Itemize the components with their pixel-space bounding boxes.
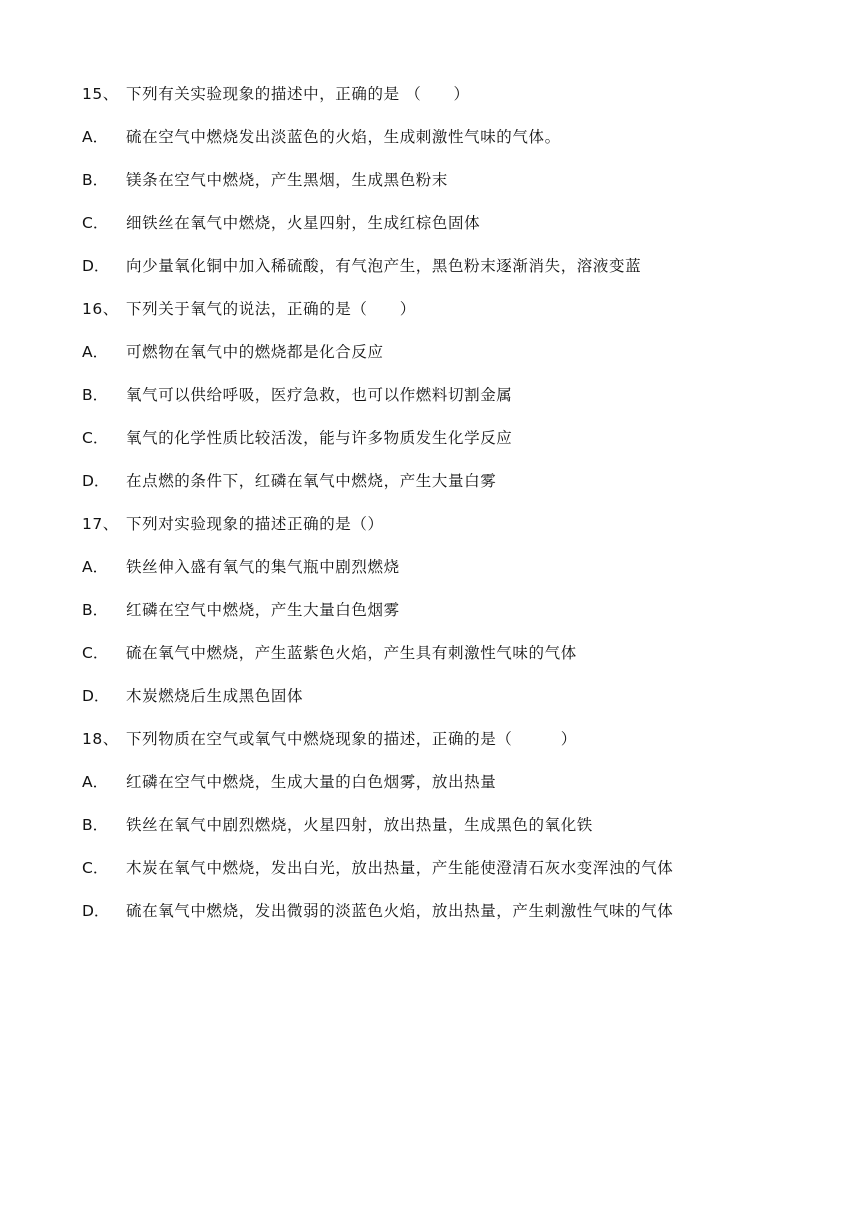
question-text: 下列物质在空气或氧气中燃烧现象的描述，正确的是（ ）: [126, 730, 577, 748]
option-16-b: [82, 381, 842, 424]
option-18-c: [82, 854, 842, 897]
option-label: A．: [82, 128, 109, 146]
option-label: B．: [82, 601, 109, 619]
option-18-d: [82, 897, 842, 940]
option-17-b: [82, 596, 842, 639]
option-16-a: [82, 338, 842, 381]
question-number: 17、: [82, 515, 119, 533]
option-text: 细铁丝在氧气中燃烧，火星四射，生成红棕色固体: [126, 214, 481, 232]
question-stem-16: [82, 295, 842, 338]
question-stem-15: [82, 80, 842, 123]
question-number: 16、: [82, 300, 119, 318]
option-text: 硫在氧气中燃烧，产生蓝紫色火焰，产生具有刺激性气味的气体: [126, 644, 577, 662]
option-label: D．: [82, 257, 110, 275]
option-text: 硫在氧气中燃烧，发出微弱的淡蓝色火焰，放出热量，产生刺激性气味的气体: [126, 902, 674, 920]
option-15-d: [82, 252, 842, 295]
option-text: 木炭燃烧后生成黑色固体: [126, 687, 304, 705]
option-text: 红磷在空气中燃烧，生成大量的白色烟雾，放出热量: [126, 773, 497, 791]
option-15-b: [82, 166, 842, 209]
question-stem-18: [82, 725, 842, 768]
option-label: B．: [82, 386, 109, 404]
option-16-d: [82, 467, 842, 510]
option-16-c: [82, 424, 842, 467]
option-text: 氧气的化学性质比较活泼，能与许多物质发生化学反应: [126, 429, 513, 447]
option-label: B．: [82, 816, 109, 834]
option-label: A．: [82, 773, 109, 791]
option-text: 向少量氧化铜中加入稀硫酸，有气泡产生，黑色粉末逐渐消失，溶液变蓝: [126, 257, 642, 275]
question-text: 下列对实验现象的描述正确的是（）: [126, 515, 384, 533]
question-text: 下列有关实验现象的描述中，正确的是 （ ）: [126, 85, 470, 103]
option-label: A．: [82, 558, 109, 576]
option-18-b: [82, 811, 842, 854]
option-label: D．: [82, 902, 110, 920]
question-list: [82, 80, 842, 940]
option-text: 镁条在空气中燃烧，产生黑烟，生成黑色粉末: [126, 171, 449, 189]
option-15-c: [82, 209, 842, 252]
option-text: 氧气可以供给呼吸，医疗急救，也可以作燃料切割金属: [126, 386, 513, 404]
option-label: D．: [82, 472, 110, 490]
option-17-d: [82, 682, 842, 725]
option-15-a: [82, 123, 842, 166]
question-text: 下列关于氧气的说法，正确的是（ ）: [126, 300, 416, 318]
option-label: C．: [82, 429, 109, 447]
option-text: 在点燃的条件下，红磷在氧气中燃烧，产生大量白雾: [126, 472, 497, 490]
question-number: 18、: [82, 730, 119, 748]
option-text: 可燃物在氧气中的燃烧都是化合反应: [126, 343, 384, 361]
option-text: 红磷在空气中燃烧，产生大量白色烟雾: [126, 601, 400, 619]
option-17-a: [82, 553, 842, 596]
option-text: 硫在空气中燃烧发出淡蓝色的火焰，生成刺激性气味的气体。: [126, 128, 561, 146]
question-stem-17: [82, 510, 842, 553]
option-text: 木炭在氧气中燃烧，发出白光，放出热量，产生能使澄清石灰水变浑浊的气体: [126, 859, 674, 877]
option-17-c: [82, 639, 842, 682]
option-label: B．: [82, 171, 109, 189]
option-text: 铁丝在氧气中剧烈燃烧，火星四射，放出热量，生成黑色的氧化铁: [126, 816, 593, 834]
option-label: C．: [82, 214, 109, 232]
option-label: D．: [82, 687, 110, 705]
option-label: C．: [82, 859, 109, 877]
option-label: C．: [82, 644, 109, 662]
option-text: 铁丝伸入盛有氧气的集气瓶中剧烈燃烧: [126, 558, 400, 576]
option-18-a: [82, 768, 842, 811]
question-number: 15、: [82, 85, 119, 103]
option-label: A．: [82, 343, 109, 361]
